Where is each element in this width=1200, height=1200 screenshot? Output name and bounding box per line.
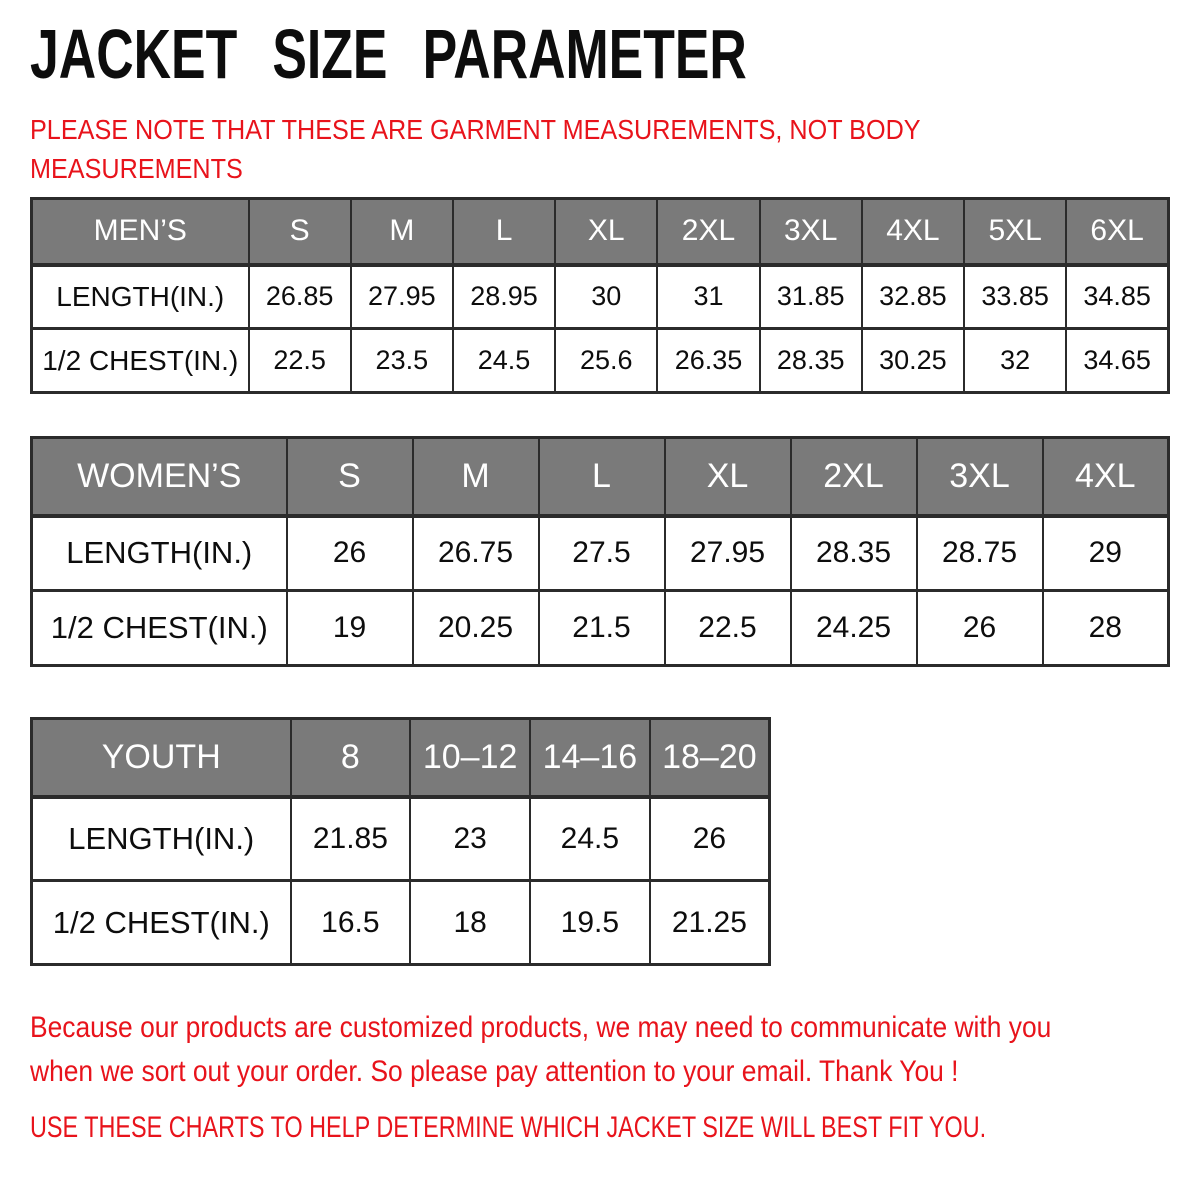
youth-value-cell: 24.5 — [530, 797, 650, 881]
womens-data-row-0 — [32, 516, 1169, 591]
mens-value-cell: 34.85 — [1066, 265, 1168, 329]
womens-data-row-1 — [32, 591, 1169, 666]
womens-size-header-2XL: 2XL — [791, 438, 917, 516]
customization-notice — [30, 1006, 1200, 1094]
mens-value-cell: 23.5 — [351, 329, 453, 393]
youth-value-cell: 18 — [410, 881, 530, 965]
mens-size-header-L: L — [453, 199, 555, 265]
mens-value-cell: 22.5 — [249, 329, 351, 393]
mens-row-label-1: 1/2 CHEST(IN.) — [32, 329, 249, 393]
youth-size-header-8: 8 — [291, 719, 411, 797]
mens-data-row-1 — [32, 329, 1169, 393]
garment-measurement-note-line1: PLEASE NOTE THAT THESE ARE GARMENT MEASUREMENTS, NOT BODY — [30, 114, 921, 145]
mens-group-label: MEN’S — [32, 199, 249, 265]
mens-size-header-XL: XL — [555, 199, 657, 265]
womens-size-header-4XL: 4XL — [1043, 438, 1169, 516]
mens-row-label-0: LENGTH(IN.) — [32, 265, 249, 329]
mens-size-header-5XL: 5XL — [964, 199, 1066, 265]
garment-measurement-note — [30, 110, 1200, 188]
mens-value-cell: 28.95 — [453, 265, 555, 329]
womens-group-label: WOMEN’S — [32, 438, 287, 516]
youth-value-cell: 26 — [650, 797, 770, 881]
mens-value-cell: 34.65 — [1066, 329, 1168, 393]
mens-value-cell: 32.85 — [862, 265, 964, 329]
mens-value-cell: 30 — [555, 265, 657, 329]
mens-data-row-0 — [32, 265, 1169, 329]
youth-data-row-1 — [32, 881, 770, 965]
mens-size-header-S: S — [249, 199, 351, 265]
youth-value-cell: 16.5 — [291, 881, 411, 965]
womens-value-cell: 28 — [1043, 591, 1169, 666]
youth-data-row-0 — [32, 797, 770, 881]
mens-size-table — [30, 197, 1170, 394]
mens-size-header-3XL: 3XL — [760, 199, 862, 265]
womens-row-label-0: LENGTH(IN.) — [32, 516, 287, 591]
womens-size-header-XL: XL — [665, 438, 791, 516]
mens-size-header-4XL: 4XL — [862, 199, 964, 265]
womens-size-table — [30, 436, 1170, 667]
mens-value-cell: 31.85 — [760, 265, 862, 329]
youth-value-cell: 21.85 — [291, 797, 411, 881]
womens-value-cell: 26 — [287, 516, 413, 591]
womens-value-cell: 20.25 — [413, 591, 539, 666]
mens-value-cell: 24.5 — [453, 329, 555, 393]
mens-size-header-6XL: 6XL — [1066, 199, 1168, 265]
womens-size-header-L: L — [539, 438, 665, 516]
mens-value-cell: 33.85 — [964, 265, 1066, 329]
mens-header-row — [32, 199, 1169, 265]
womens-value-cell: 26.75 — [413, 516, 539, 591]
womens-size-header-S: S — [287, 438, 413, 516]
mens-size-header-2XL: 2XL — [657, 199, 759, 265]
youth-size-header-14–16: 14–16 — [530, 719, 650, 797]
youth-row-label-0: LENGTH(IN.) — [32, 797, 291, 881]
womens-value-cell: 19 — [287, 591, 413, 666]
youth-value-cell: 23 — [410, 797, 530, 881]
youth-size-header-18–20: 18–20 — [650, 719, 770, 797]
womens-size-header-3XL: 3XL — [917, 438, 1043, 516]
mens-value-cell: 25.6 — [555, 329, 657, 393]
youth-header-row — [32, 719, 770, 797]
womens-value-cell: 24.25 — [791, 591, 917, 666]
mens-value-cell: 26.35 — [657, 329, 759, 393]
womens-value-cell: 28.35 — [791, 516, 917, 591]
womens-value-cell: 21.5 — [539, 591, 665, 666]
youth-value-cell: 21.25 — [650, 881, 770, 965]
usage-caption: USE THESE CHARTS TO HELP DETERMINE WHICH JACKET SIZE WILL BEST FIT YOU. — [30, 1111, 987, 1144]
youth-group-label: YOUTH — [32, 719, 291, 797]
youth-size-header-10–12: 10–12 — [410, 719, 530, 797]
womens-value-cell: 28.75 — [917, 516, 1043, 591]
mens-value-cell: 31 — [657, 265, 759, 329]
customization-notice-line2: when we sort out your order. So please pay attention to your email. Thank You ! — [30, 1055, 959, 1088]
womens-header-row — [32, 438, 1169, 516]
youth-size-table — [30, 717, 771, 966]
mens-value-cell: 27.95 — [351, 265, 453, 329]
mens-value-cell: 32 — [964, 329, 1066, 393]
page-title: JACKET SIZE PARAMETER — [30, 15, 747, 93]
womens-size-header-M: M — [413, 438, 539, 516]
youth-row-label-1: 1/2 CHEST(IN.) — [32, 881, 291, 965]
womens-value-cell: 29 — [1043, 516, 1169, 591]
womens-value-cell: 26 — [917, 591, 1043, 666]
youth-value-cell: 19.5 — [530, 881, 650, 965]
mens-value-cell: 30.25 — [862, 329, 964, 393]
mens-size-header-M: M — [351, 199, 453, 265]
womens-row-label-1: 1/2 CHEST(IN.) — [32, 591, 287, 666]
womens-value-cell: 27.5 — [539, 516, 665, 591]
mens-value-cell: 26.85 — [249, 265, 351, 329]
womens-value-cell: 27.95 — [665, 516, 791, 591]
womens-value-cell: 22.5 — [665, 591, 791, 666]
garment-measurement-note-line2: MEASUREMENTS — [30, 153, 243, 184]
customization-notice-line1: Because our products are customized products, we may need to communicate with you — [30, 1011, 1052, 1044]
mens-value-cell: 28.35 — [760, 329, 862, 393]
